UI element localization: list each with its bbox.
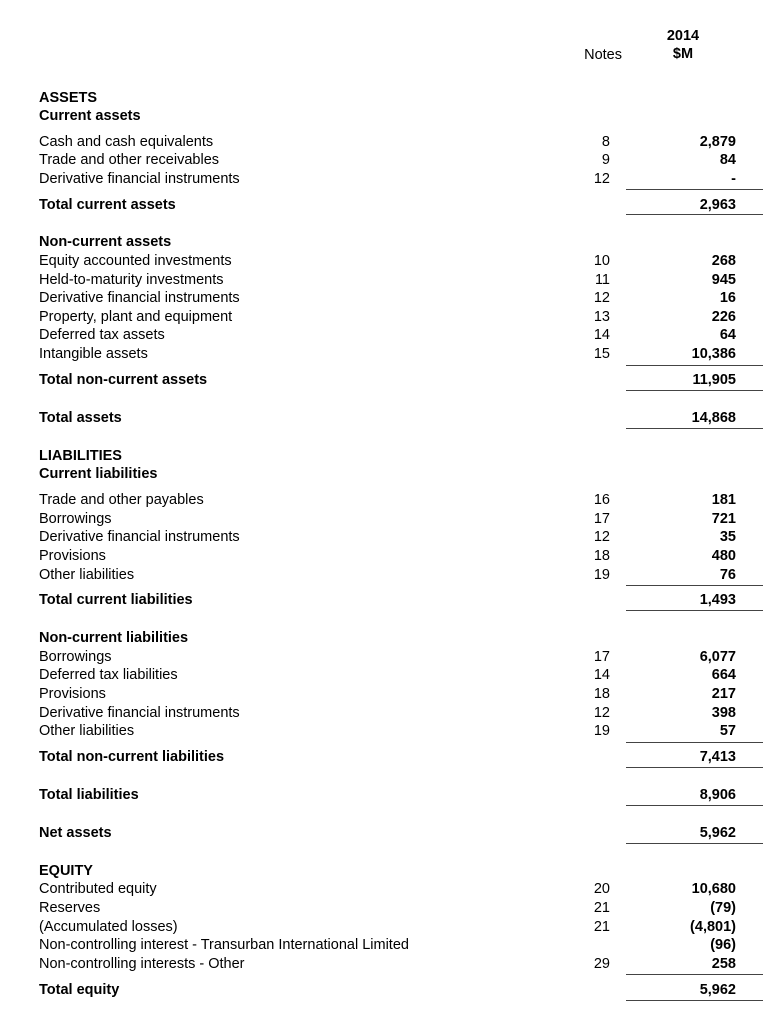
total-non-current-assets-label: Total non-current assets (39, 372, 208, 388)
net-assets-label: Net assets (39, 825, 112, 841)
line-item-label: Trade and other payables (39, 492, 204, 508)
line-item-label: Equity accounted investments (39, 253, 232, 269)
total-liabilities-value: 8,906 (699, 787, 736, 803)
line-item-label: Derivative financial instruments (39, 529, 240, 545)
line-item-label: Provisions (39, 686, 106, 702)
line-item-note: 14 (593, 667, 610, 683)
line-item-value: 226 (711, 309, 736, 325)
year-column-header: 2014 (666, 28, 700, 44)
subtotal-rule (626, 189, 763, 190)
line-item-note: 15 (593, 346, 610, 362)
line-item-label: Borrowings (39, 511, 112, 527)
line-item-value: - (731, 171, 736, 187)
total-current-liabilities-value: 1,493 (699, 592, 736, 608)
non-current-assets-heading: Non-current assets (39, 234, 172, 250)
equity-heading: EQUITY (39, 863, 93, 879)
line-item-note: 29 (593, 956, 610, 972)
line-item-value: 76 (719, 567, 736, 583)
subtotal-rule (626, 585, 763, 586)
line-item-label: Held-to-maturity investments (39, 272, 224, 288)
line-item-value: 16 (719, 290, 736, 306)
line-item-label: Intangible assets (39, 346, 148, 362)
line-item-label: Deferred tax assets (39, 327, 165, 343)
line-item-value: 664 (711, 667, 736, 683)
total-rule (626, 428, 763, 429)
current-assets-heading: Current assets (39, 108, 141, 124)
total-rule (626, 390, 763, 391)
line-item-value: 268 (711, 253, 736, 269)
line-item-value: (4,801) (690, 919, 736, 935)
line-item-label: Other liabilities (39, 723, 135, 739)
line-item-value: 258 (711, 956, 736, 972)
line-item-note: 21 (593, 900, 610, 916)
line-item-label: Contributed equity (39, 881, 157, 897)
line-item-value: 64 (719, 327, 736, 343)
line-item-label: Trade and other receivables (39, 152, 220, 168)
line-item-value: 35 (719, 529, 736, 545)
line-item-label: Borrowings (39, 649, 112, 665)
line-item-note: 12 (593, 171, 610, 187)
line-item-label: Property, plant and equipment (39, 309, 233, 325)
line-item-label: Deferred tax liabilities (39, 667, 178, 683)
line-item-label: Derivative financial instruments (39, 290, 240, 306)
line-item-label: Reserves (39, 900, 101, 916)
total-current-liabilities-label: Total current liabilities (39, 592, 193, 608)
total-rule (626, 843, 763, 844)
line-item-value: 181 (711, 492, 736, 508)
line-item-value: (79) (710, 900, 736, 916)
total-equity-value: 5,962 (699, 982, 736, 998)
total-rule (626, 805, 763, 806)
total-non-current-liabilities-value: 7,413 (699, 749, 736, 765)
assets-heading: ASSETS (39, 90, 98, 106)
non-current-liabilities-heading: Non-current liabilities (39, 630, 189, 646)
line-item-label: Derivative financial instruments (39, 705, 240, 721)
line-item-value: 480 (711, 548, 736, 564)
line-item-note: 13 (593, 309, 610, 325)
line-item-note: 18 (593, 686, 610, 702)
line-item-note: 12 (593, 290, 610, 306)
total-liabilities-label: Total liabilities (39, 787, 139, 803)
line-item-note: 19 (593, 723, 610, 739)
line-item-note: 20 (593, 881, 610, 897)
total-rule (626, 610, 763, 611)
line-item-note: 17 (593, 649, 610, 665)
line-item-value: 721 (711, 511, 736, 527)
total-current-assets-label: Total current assets (39, 197, 176, 213)
current-liabilities-heading: Current liabilities (39, 466, 158, 482)
total-assets-value: 14,868 (691, 410, 736, 426)
line-item-note: 12 (593, 705, 610, 721)
line-item-value: 945 (711, 272, 736, 288)
line-item-label: Derivative financial instruments (39, 171, 240, 187)
total-non-current-assets-value: 11,905 (692, 372, 736, 388)
line-item-value: 84 (719, 152, 736, 168)
total-non-current-liabilities-label: Total non-current liabilities (39, 749, 225, 765)
line-item-value: 57 (719, 723, 736, 739)
liabilities-heading: LIABILITIES (39, 448, 122, 464)
line-item-label: Provisions (39, 548, 106, 564)
line-item-label: (Accumulated losses) (39, 919, 178, 935)
total-equity-label: Total equity (39, 982, 120, 998)
subtotal-rule (626, 742, 763, 743)
total-rule (626, 214, 763, 215)
line-item-label: Other liabilities (39, 567, 135, 583)
subtotal-rule (626, 365, 763, 366)
line-item-note: 10 (593, 253, 610, 269)
line-item-value: 6,077 (699, 649, 736, 665)
line-item-note: 17 (593, 511, 610, 527)
line-item-note: 11 (594, 272, 610, 288)
line-item-value: (96) (710, 937, 736, 953)
total-assets-label: Total assets (39, 410, 122, 426)
line-item-value: 398 (711, 705, 736, 721)
line-item-note: 21 (593, 919, 610, 935)
notes-column-header: Notes (584, 47, 622, 63)
line-item-label: Non-controlling interests - Other (39, 956, 245, 972)
line-item-note: 12 (593, 529, 610, 545)
line-item-label: Non-controlling interest - Transurban International Limited (39, 937, 409, 953)
line-item-value: 10,386 (691, 346, 736, 362)
total-rule (626, 767, 763, 768)
line-item-note: 8 (601, 134, 610, 150)
line-item-note: 9 (601, 152, 610, 168)
line-item-note: 19 (593, 567, 610, 583)
subtotal-rule (626, 974, 763, 975)
line-item-value: 2,879 (699, 134, 736, 150)
net-assets-value: 5,962 (699, 825, 736, 841)
line-item-note: 14 (593, 327, 610, 343)
unit-column-header: $M (672, 46, 694, 62)
line-item-value: 10,680 (691, 881, 736, 897)
line-item-value: 217 (711, 686, 736, 702)
total-rule (626, 1000, 763, 1001)
line-item-note: 18 (593, 548, 610, 564)
line-item-label: Cash and cash equivalents (39, 134, 214, 150)
total-current-assets-value: 2,963 (699, 197, 736, 213)
line-item-note: 16 (593, 492, 610, 508)
